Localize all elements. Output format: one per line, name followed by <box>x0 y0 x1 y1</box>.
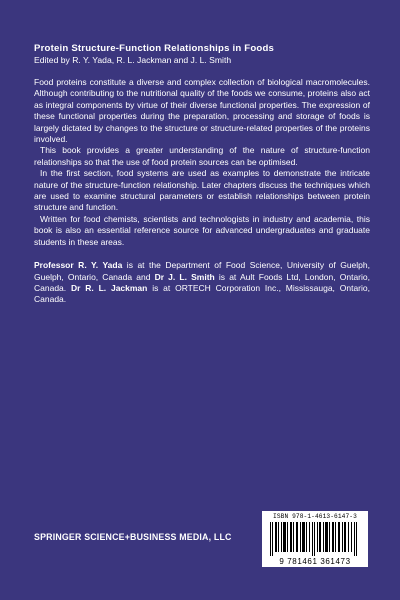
author-bio-text-1: is at the Department of Food Science, University of Guelph, Guelph, Ontario, Canada and <box>34 260 370 282</box>
back-cover-text <box>34 43 370 306</box>
author-bio-text-2: is at Ault Foods Ltd, London, Ontario, Canada. <box>34 271 370 293</box>
paragraph-2: This book provides a greater understanding of the nature of structure-function relationships so that the use of food protein sources can be optimised. <box>34 145 370 167</box>
paragraph-3: In the first section, food systems are used as examples to demonstrate the intricate nature of the structure-function relationship. Later chapters discuss the techniques which are used to examine structural parameters or establish relationships between protein structure and function. <box>34 168 370 213</box>
author-name-jackman: Dr R. L. Jackman <box>70 282 148 293</box>
author-name-smith: Dr J. L. Smith <box>154 271 215 282</box>
editors-line: Edited by R. Y. Yada, R. L. Jackman and J. L. Smith <box>34 55 232 65</box>
book-title: Protein Structure-Function Relationships in Foods <box>34 43 275 54</box>
barcode-number: 9 781461 361473 <box>279 557 351 566</box>
author-bio <box>34 260 370 306</box>
isbn-text: ISBN 978-1-4613-6147-3 <box>273 513 357 520</box>
barcode-bars <box>270 522 360 556</box>
author-name-yada: Professor R. Y. Yada <box>34 260 123 271</box>
paragraph-1: Food proteins constitute a diverse and complex collection of biological macromolecules. Although contributing to the nutritional quality of the foods we consume, proteins also act as integral components by virtue of their diverse functional properties. The expression of these functional properties during the preparation, processing and storage of foods is largely dictated by changes to the structure or structure-related properties of the proteins involved. <box>34 77 370 145</box>
author-bio-text-3: is at ORTECH Corporation Inc., Mississauga, Ontario, Canada. <box>34 282 370 305</box>
publisher-name: SPRINGER SCIENCE+BUSINESS MEDIA, LLC <box>34 532 232 542</box>
paragraph-4: Written for food chemists, scientists and technologists in industry and academia, this book is also an essential reference source for advanced undergraduates and graduate students in these areas. <box>34 213 370 247</box>
